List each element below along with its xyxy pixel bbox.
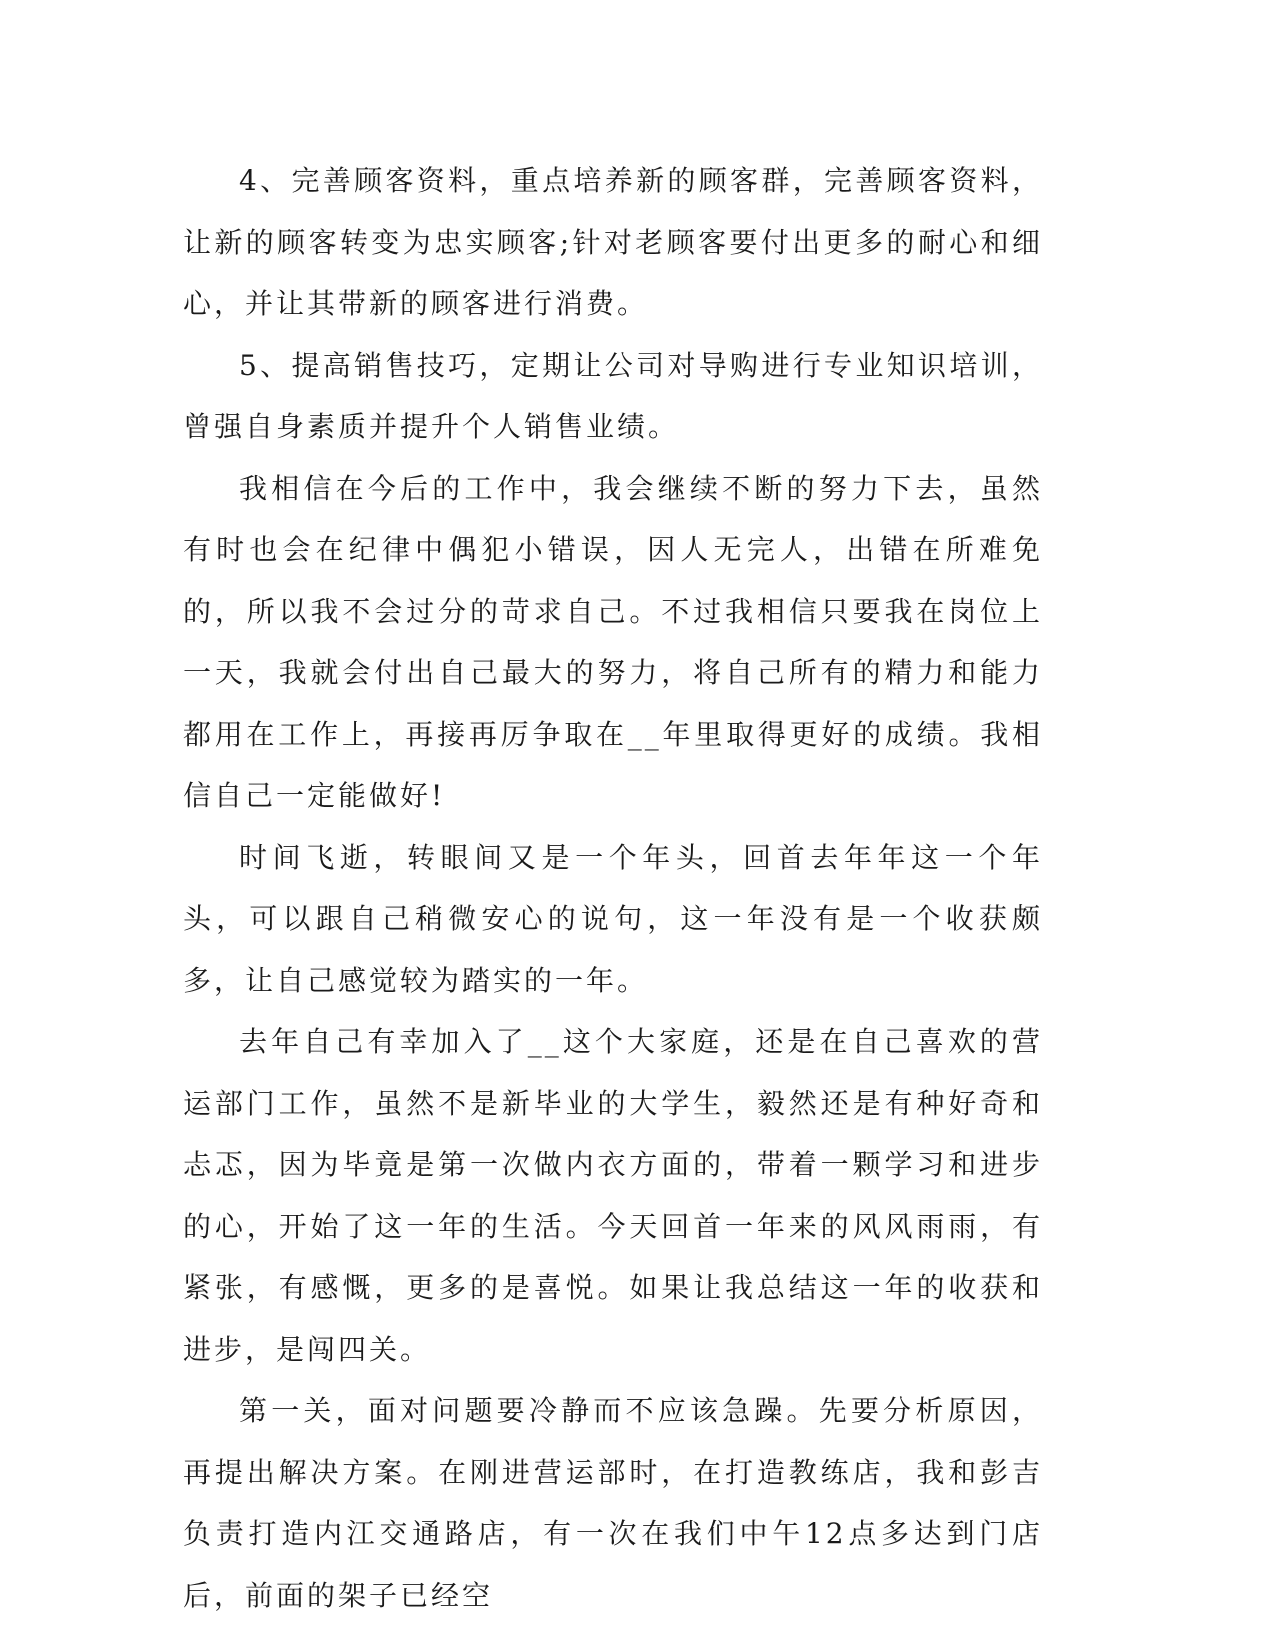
paragraph-item-4: 4、完善顾客资料，重点培养新的顾客群，完善顾客资料，让新的顾客转变为忠实顾客;针对老顾客要付出更多的耐心和细心，并让其带新的顾客进行消费。 xyxy=(183,164,1043,320)
paragraph-confidence: 我相信在今后的工作中，我会继续不断的努力下去，虽然有时也会在纪律中偶犯小错误，因人无完人，出错在所难免的，所以我不会过分的苛求自己。不过我相信只要我在岗位上一天，我就会付出自己最大的努力，将自己所有的精力和能力都用在工作上，再接再厉争取在__年里取得更好的成绩。我相信自己一定能做好! xyxy=(183,471,1043,812)
paragraph-joining: 去年自己有幸加入了__这个大家庭，还是在自己喜欢的营运部门工作，虽然不是新毕业的大学生，毅然还是有种好奇和忐忑，因为毕竟是第一次做内衣方面的，带着一颗学习和进步的心，开始了这一年的生活。今天回首一年来的风风雨雨，有紧张，有感慨，更多的是喜悦。如果让我总结这一年的收获和进步，是闯四关。 xyxy=(183,1025,1043,1366)
paragraph-time-flies: 时间飞逝，转眼间又是一个年头，回首去年年这一个年头，可以跟自己稍微安心的说句，这一年没有是一个收获颇多，让自己感觉较为踏实的一年。 xyxy=(183,840,1043,997)
document-page xyxy=(183,150,1043,1626)
paragraph-item-5: 5、提高销售技巧，定期让公司对导购进行专业知识培训，曾强自身素质并提升个人销售业绩。 xyxy=(183,348,1043,443)
paragraph-first-pass: 第一关，面对问题要冷静而不应该急躁。先要分析原因，再提出解决方案。在刚进营运部时，在打造教练店，我和彭吉负责打造内江交通路店，有一次在我们中午12点多达到门店后，前面的架子已经空 xyxy=(183,1394,1043,1612)
